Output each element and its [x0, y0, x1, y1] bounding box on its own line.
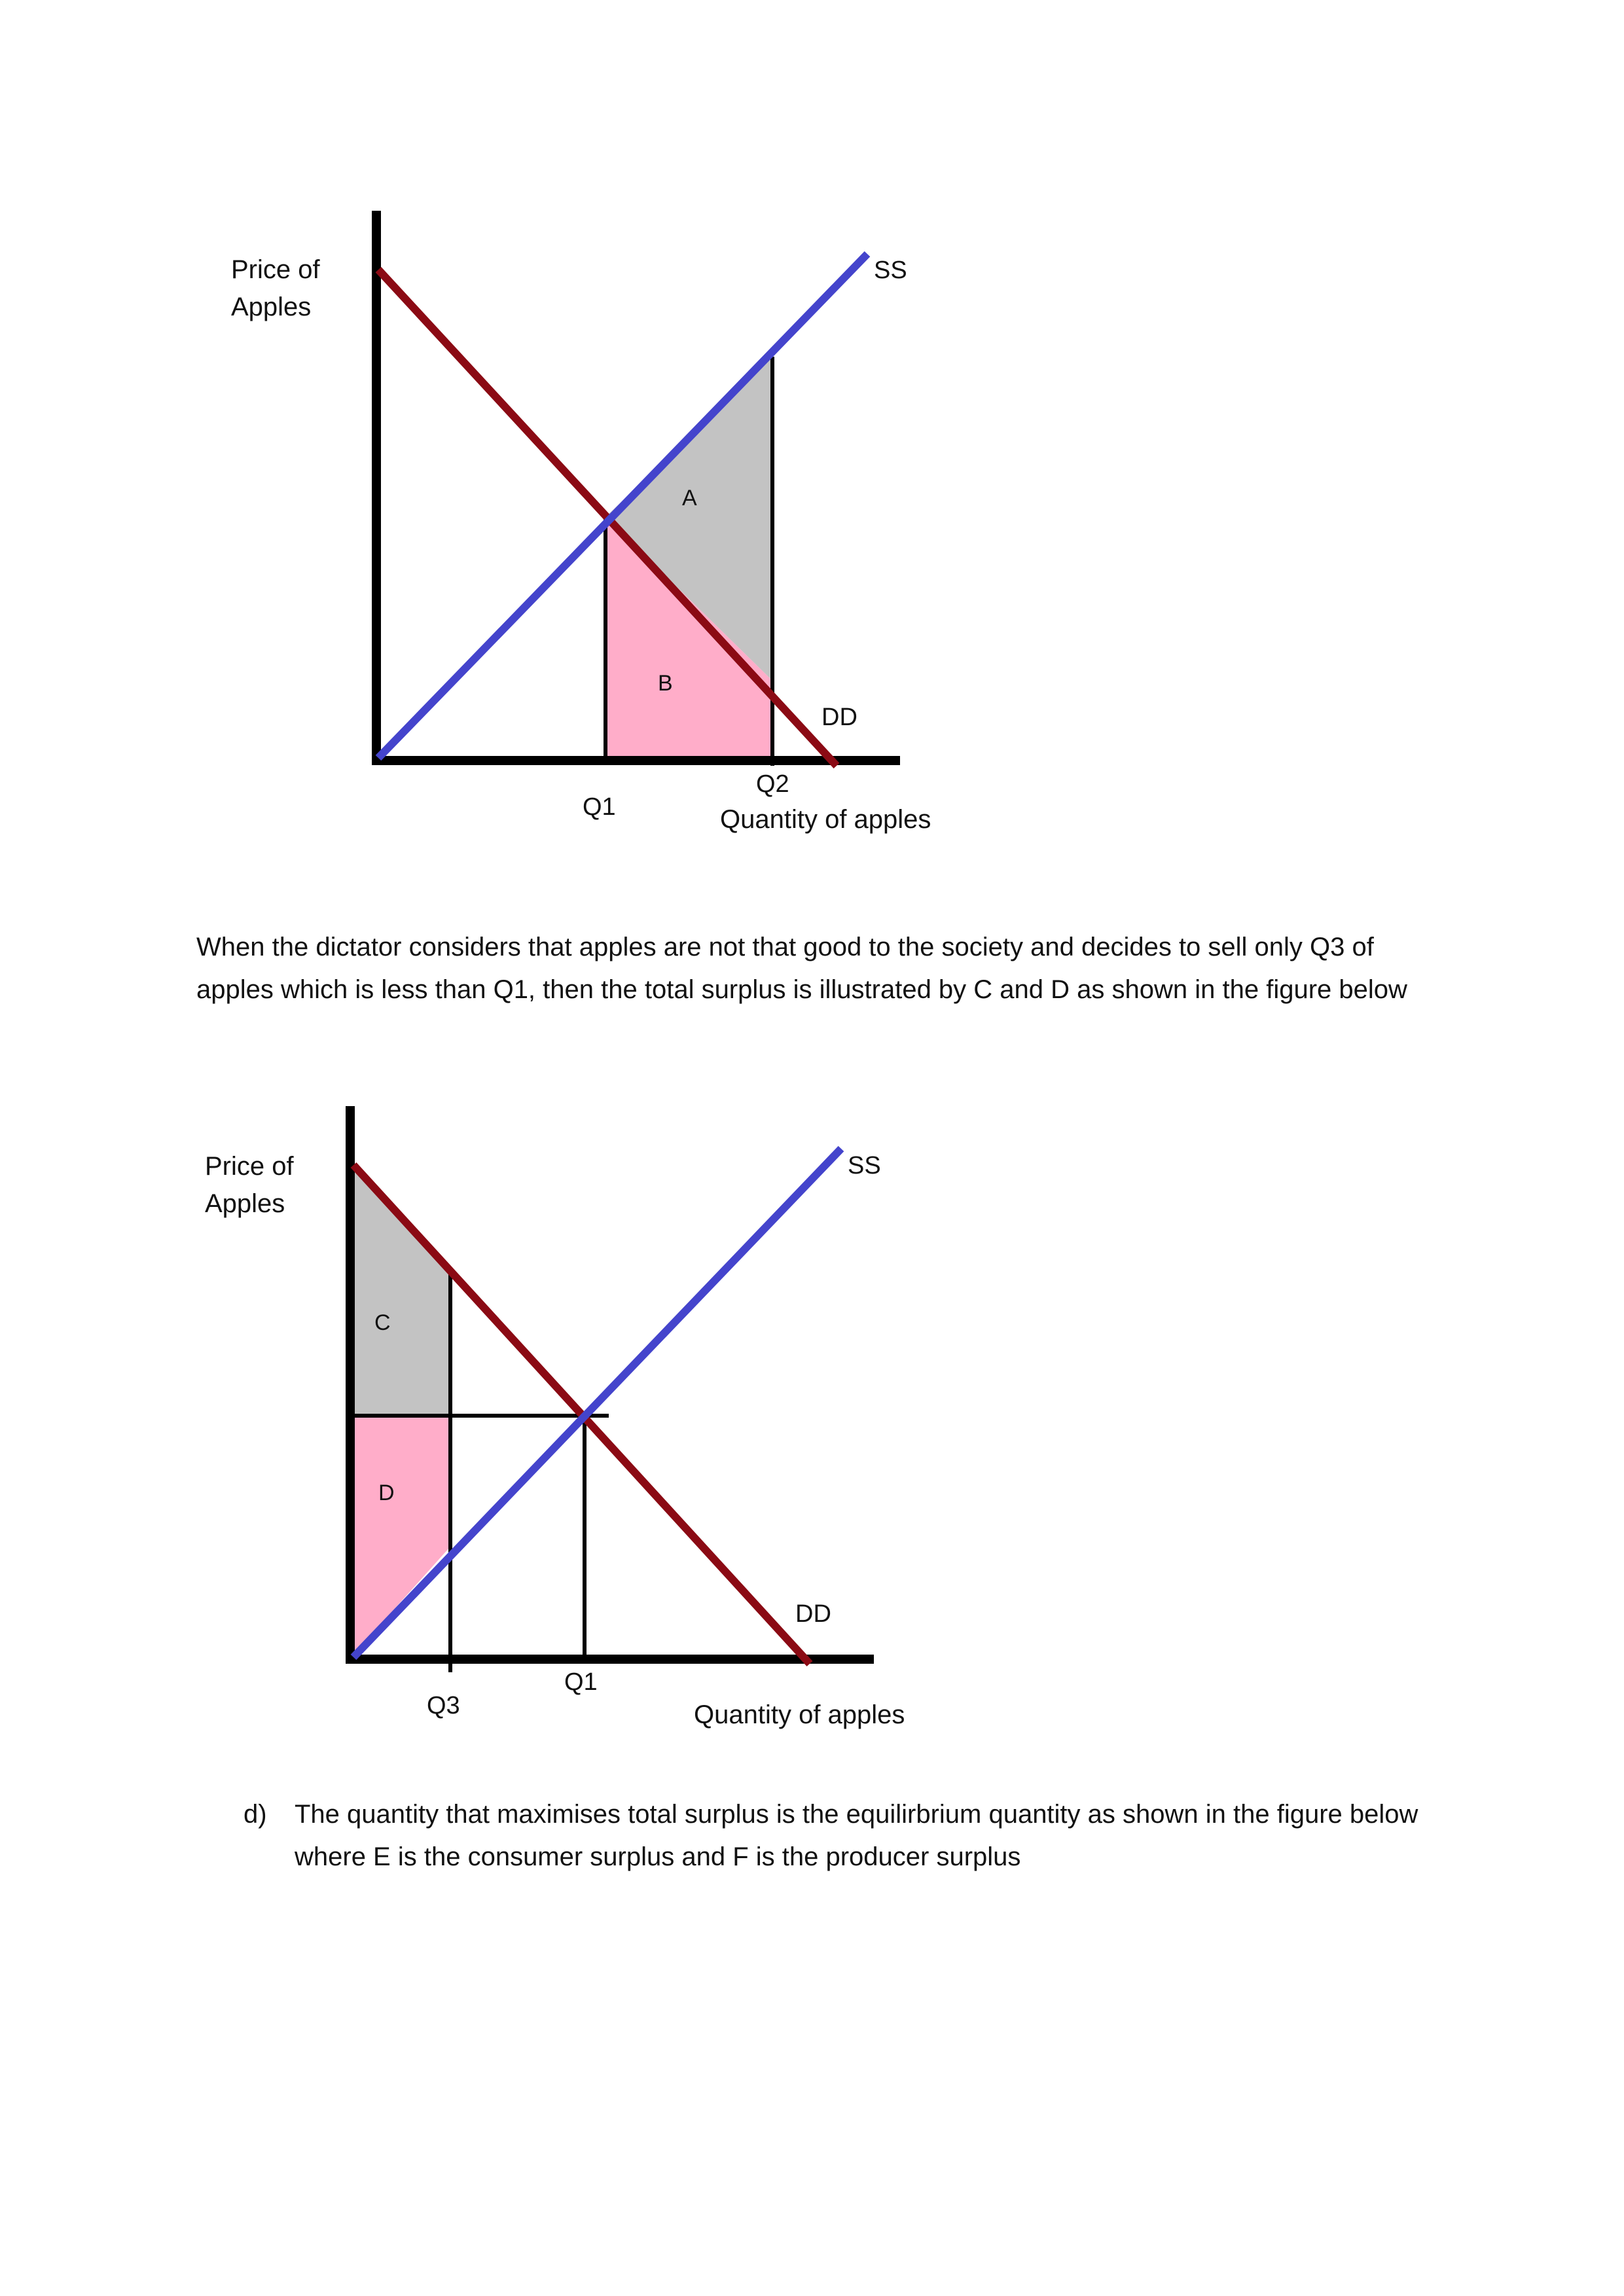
- figure-1-surplus-diagram: [0, 196, 1624, 864]
- region-d-label: D: [378, 1480, 395, 1505]
- tick-q3-label: Q3: [427, 1692, 460, 1719]
- demand-label: DD: [795, 1600, 831, 1628]
- region-b-label: B: [658, 671, 673, 696]
- region-c-area: [352, 1164, 450, 1416]
- region-d-area: [352, 1416, 450, 1656]
- supply-label: SS: [848, 1152, 881, 1179]
- figure-2-surplus-diagram: [0, 1086, 1624, 1754]
- x-axis-label: Quantity of apples: [720, 805, 931, 834]
- list-item-d: [244, 1793, 1479, 1878]
- y-axis-label-line-1: Price of: [231, 255, 320, 284]
- y-axis-label-line-2: Apples: [231, 293, 312, 321]
- figure-2-svg: [0, 1086, 1624, 1754]
- list-marker: d): [244, 1800, 267, 1829]
- demand-label: DD: [821, 704, 857, 731]
- supply-label: SS: [874, 257, 907, 284]
- explanation-paragraph: When the dictator considers that apples are not that good to the society and decides to sell only Q3 of apples which is less than Q1, then the total surplus is illustrated by C and D as shown in the figure below: [196, 933, 1407, 1004]
- tick-q2-label: Q2: [756, 770, 789, 798]
- list-item-text: The quantity that maximises total surplus is the equilirbrium quantity as shown in the figure below where E is the consumer surplus and F is the producer surplus: [295, 1800, 1418, 1871]
- y-axis-label-line-2: Apples: [205, 1189, 285, 1218]
- region-c-label: C: [374, 1310, 391, 1335]
- figure-1-svg: [0, 196, 1624, 864]
- region-a-label: A: [682, 486, 697, 511]
- tick-q1-label: Q1: [583, 793, 616, 821]
- x-axis-label: Quantity of apples: [694, 1700, 905, 1729]
- y-axis-label-line-1: Price of: [205, 1152, 294, 1181]
- tick-q1-label: Q1: [564, 1668, 598, 1696]
